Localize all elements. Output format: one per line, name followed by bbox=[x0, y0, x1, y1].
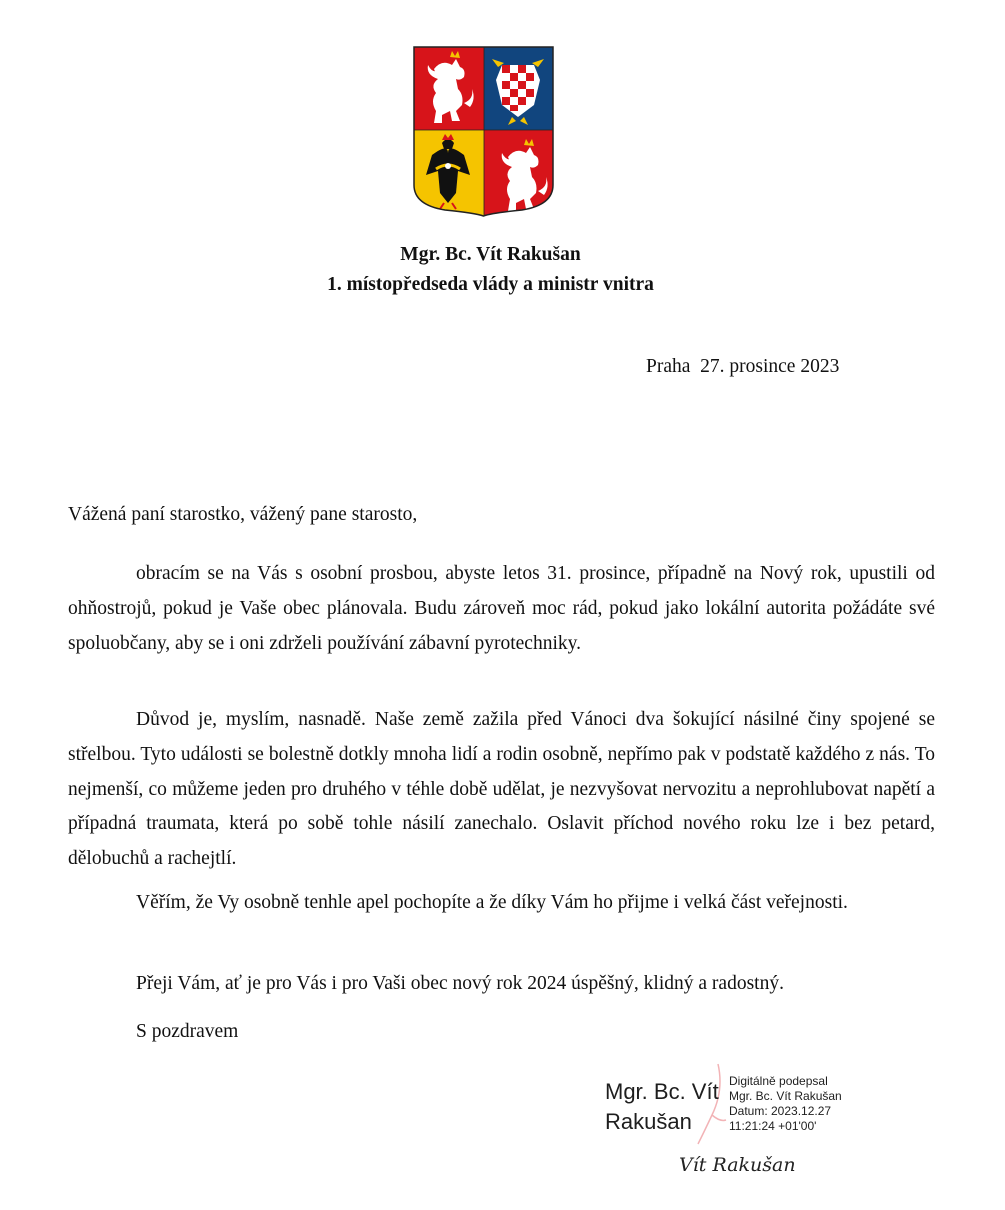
salutation: Vážená paní starostko, vážený pane starosto, bbox=[68, 504, 418, 525]
digital-signature-time: 11:21:24 +01'00' bbox=[729, 1119, 817, 1133]
paragraph: obracím se na Vás s osobní prosbou, abyste letos 31. prosince, případně na Nový rok, upustili od ohňostrojů, pokud je Vaše obec plánovala. Budu zároveň moc rád, pokud jako lokální autorita požádáte své spoluobčany, aby se i oni zdrželi používání zábavní pyrotechniky. bbox=[68, 563, 935, 654]
digital-signature-name-line1: Mgr. Bc. Vít bbox=[605, 1079, 719, 1104]
digital-signature-signer: Mgr. Bc. Vít Rakušan bbox=[729, 1089, 842, 1103]
handwritten-signature: Vít Rakušan bbox=[679, 1154, 796, 1176]
digital-signature-label: Digitálně podepsal bbox=[729, 1074, 828, 1088]
author-title: 1. místopředseda vlády a ministr vnitra bbox=[327, 274, 654, 295]
digital-signature-name bbox=[605, 1077, 719, 1137]
paragraph: Přeji Vám, ať je pro Vás i pro Vaši obec nový rok 2024 úspěšný, klidný a radostný. bbox=[136, 973, 784, 994]
letter-date: Praha 27. prosince 2023 bbox=[646, 356, 840, 377]
digital-signature-name-line2: Rakušan bbox=[605, 1109, 692, 1134]
paragraph: Důvod je, myslím, nasnadě. Naše země zažila před Vánoci dva šokující násilné činy spojené se střelbou. Tyto události se bolestně dotkly mnoha lidí a rodin osobně, nepřímo pak v podstatě každého z nás. To nejmenší, co můžeme jeden pro druhého v téhle době udělat, je nezvyšovat nervozitu a neprohlubovat napětí a případná traumata, která po sobě tohle násilí zanechalo. Oslavit příchod nového roku lze i bez petard, dělobuchů a rachejtlí. bbox=[68, 709, 935, 870]
paragraph: Věřím, že Vy osobně tenhle apel pochopíte a že díky Vám ho přijme i velká část veřejnosti. bbox=[136, 892, 848, 913]
closing: S pozdravem bbox=[136, 1021, 239, 1042]
digital-signature-date: Datum: 2023.12.27 bbox=[729, 1104, 832, 1118]
czech-coat-of-arms-icon bbox=[412, 45, 555, 217]
author-name: Mgr. Bc. Vít Rakušan bbox=[400, 244, 581, 265]
digital-signature-details bbox=[729, 1074, 842, 1134]
